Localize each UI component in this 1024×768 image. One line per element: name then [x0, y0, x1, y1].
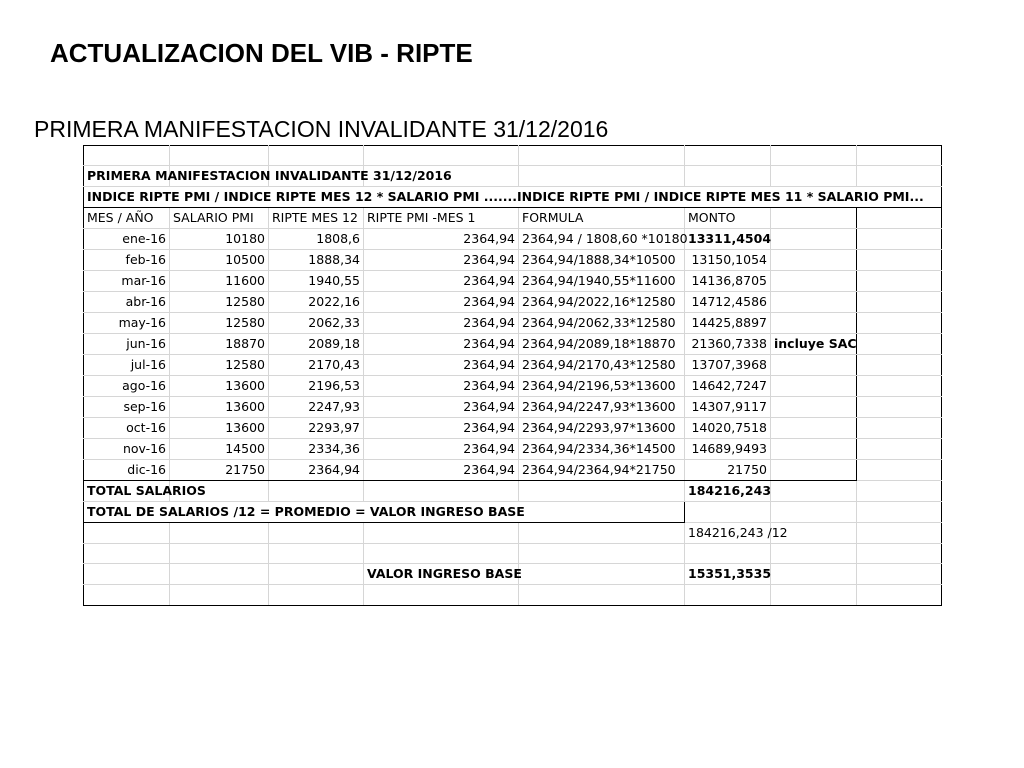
cell-formula[interactable]: 2364,94/1888,34*10500 — [519, 250, 685, 271]
cell[interactable] — [364, 146, 519, 166]
table-row — [84, 313, 942, 334]
promedio-formula[interactable]: 184216,243 /12 — [685, 523, 771, 544]
cell-ripte-mes[interactable]: 2170,43 — [269, 355, 364, 376]
cell-salario[interactable]: 11600 — [170, 271, 269, 292]
cell-formula[interactable]: 2364,94 / 1808,60 *10180 — [519, 229, 685, 250]
cell-salario[interactable]: 14500 — [170, 439, 269, 460]
cell[interactable] — [519, 564, 685, 585]
cell[interactable] — [857, 271, 942, 292]
cell[interactable] — [685, 585, 771, 605]
cell-ripte-pmi[interactable]: 2364,94 — [364, 355, 519, 376]
cell-formula[interactable]: 2364,94/2062,33*12580 — [519, 313, 685, 334]
cell[interactable] — [519, 146, 685, 166]
data-rows — [84, 229, 942, 481]
cell-ripte-mes[interactable]: 1808,6 — [269, 229, 364, 250]
cell-mes[interactable]: jul-16 — [84, 355, 170, 376]
cell[interactable] — [857, 439, 942, 460]
cell-ripte-mes[interactable]: 2062,33 — [269, 313, 364, 334]
cell-ripte-mes[interactable]: 2293,97 — [269, 418, 364, 439]
cell-ripte-pmi[interactable]: 2364,94 — [364, 271, 519, 292]
cell[interactable] — [519, 523, 685, 544]
cell-nota[interactable] — [771, 292, 857, 313]
cell[interactable] — [84, 523, 170, 544]
cell-formula[interactable]: 2364,94/2247,93*13600 — [519, 397, 685, 418]
cell-nota[interactable] — [771, 313, 857, 334]
table-title-row — [84, 166, 942, 187]
cell[interactable] — [771, 208, 857, 229]
cell-ripte-pmi[interactable]: 2364,94 — [364, 439, 519, 460]
cell[interactable] — [771, 502, 857, 523]
cell[interactable] — [269, 544, 364, 564]
cell-nota[interactable]: incluye SAC — [771, 334, 857, 355]
table-row — [84, 271, 942, 292]
cell-formula[interactable]: 2364,94/2364,94*21750 — [519, 460, 685, 481]
cell[interactable] — [84, 585, 170, 605]
spreadsheet — [83, 145, 941, 622]
cell[interactable] — [857, 502, 942, 523]
promedio-formula-row — [84, 523, 942, 544]
cell-ripte-mes[interactable]: 1888,34 — [269, 250, 364, 271]
cell-monto[interactable]: 13150,1054 — [685, 250, 771, 271]
header-mes[interactable]: MES / AÑO — [84, 208, 170, 229]
cell[interactable] — [685, 146, 771, 166]
cell-ripte-pmi[interactable]: 2364,94 — [364, 313, 519, 334]
cell-nota[interactable] — [771, 229, 857, 250]
cell[interactable] — [685, 166, 771, 187]
cell-ripte-mes[interactable]: 2364,94 — [269, 460, 364, 481]
table-row — [84, 439, 942, 460]
table-row — [84, 250, 942, 271]
cell-salario[interactable]: 13600 — [170, 397, 269, 418]
vib-table — [83, 145, 942, 606]
cell[interactable] — [771, 585, 857, 605]
cell-mes[interactable]: jun-16 — [84, 334, 170, 355]
cell-formula[interactable]: 2364,94/2196,53*13600 — [519, 376, 685, 397]
page-subtitle: PRIMERA MANIFESTACION INVALIDANTE 31/12/2016 — [34, 116, 609, 142]
blank-row — [84, 585, 942, 605]
cell-ripte-mes[interactable]: 2196,53 — [269, 376, 364, 397]
cell-monto[interactable]: 13707,3968 — [685, 355, 771, 376]
cell[interactable] — [857, 208, 942, 229]
cell-salario[interactable]: 10180 — [170, 229, 269, 250]
cell[interactable] — [519, 481, 685, 502]
cell[interactable] — [857, 250, 942, 271]
cell-nota[interactable] — [771, 355, 857, 376]
cell-ripte-mes[interactable]: 2022,16 — [269, 292, 364, 313]
cell-monto[interactable]: 14425,8897 — [685, 313, 771, 334]
cell[interactable] — [170, 146, 269, 166]
cell[interactable] — [364, 481, 519, 502]
header-monto[interactable]: MONTO — [685, 208, 771, 229]
cell-monto[interactable]: 21750 — [685, 460, 771, 481]
cell-ripte-pmi[interactable]: 2364,94 — [364, 460, 519, 481]
cell-formula[interactable]: 2364,94/2170,43*12580 — [519, 355, 685, 376]
cell-monto[interactable]: 14136,8705 — [685, 271, 771, 292]
formula-description-cell[interactable]: INDICE RIPTE PMI / INDICE RIPTE MES 12 * SALARIO PMI .......INDICE RIPTE PMI / INDICE RIPTE MES 11 * SALARIO PMI... — [84, 187, 942, 208]
cell-nota[interactable] — [771, 376, 857, 397]
cell-mes[interactable]: mar-16 — [84, 271, 170, 292]
cell[interactable] — [84, 544, 170, 564]
cell[interactable] — [269, 146, 364, 166]
cell-salario[interactable]: 12580 — [170, 313, 269, 334]
table-row — [84, 355, 942, 376]
cell[interactable] — [857, 481, 942, 502]
cell-ripte-mes[interactable]: 1940,55 — [269, 271, 364, 292]
cell-monto[interactable]: 14712,4586 — [685, 292, 771, 313]
cell-salario[interactable]: 12580 — [170, 292, 269, 313]
cell[interactable] — [771, 481, 857, 502]
cell-salario[interactable]: 12580 — [170, 355, 269, 376]
cell[interactable] — [364, 544, 519, 564]
cell-nota[interactable] — [771, 460, 857, 481]
cell[interactable] — [269, 523, 364, 544]
table-row — [84, 334, 942, 355]
cell-ripte-pmi[interactable]: 2364,94 — [364, 292, 519, 313]
cell[interactable] — [364, 523, 519, 544]
header-ripte-mes[interactable]: RIPTE MES 12 — [269, 208, 364, 229]
cell[interactable] — [170, 523, 269, 544]
cell[interactable] — [170, 564, 269, 585]
table-row — [84, 460, 942, 481]
vib-value[interactable]: 15351,3535 — [685, 564, 771, 585]
total-label[interactable]: TOTAL SALARIOS — [84, 481, 170, 502]
cell-monto[interactable]: 14689,9493 — [685, 439, 771, 460]
header-row — [84, 208, 942, 229]
cell[interactable] — [857, 146, 942, 166]
cell[interactable] — [857, 229, 942, 250]
cell-mes[interactable]: ene-16 — [84, 229, 170, 250]
cell[interactable] — [857, 523, 942, 544]
header-salario[interactable]: SALARIO PMI — [170, 208, 269, 229]
cell-mes[interactable]: nov-16 — [84, 439, 170, 460]
cell[interactable] — [857, 355, 942, 376]
cell-ripte-pmi[interactable]: 2364,94 — [364, 250, 519, 271]
cell[interactable] — [771, 146, 857, 166]
cell[interactable] — [685, 544, 771, 564]
table-row — [84, 397, 942, 418]
cell[interactable] — [857, 313, 942, 334]
total-value[interactable]: 184216,243 — [685, 481, 771, 502]
cell[interactable] — [857, 334, 942, 355]
cell-monto[interactable]: 13311,4504 — [685, 229, 771, 250]
cell-salario[interactable]: 13600 — [170, 376, 269, 397]
page-title: ACTUALIZACION DEL VIB - RIPTE — [50, 38, 473, 68]
cell-ripte-mes[interactable]: 2247,93 — [269, 397, 364, 418]
cell[interactable] — [857, 418, 942, 439]
header-formula[interactable]: FORMULA — [519, 208, 685, 229]
cell[interactable] — [269, 564, 364, 585]
cell-salario[interactable]: 13600 — [170, 418, 269, 439]
cell[interactable] — [269, 481, 364, 502]
cell-ripte-mes[interactable]: 2334,36 — [269, 439, 364, 460]
cell[interactable] — [170, 544, 269, 564]
cell[interactable] — [269, 585, 364, 605]
cell-nota[interactable] — [771, 418, 857, 439]
promedio-label[interactable]: TOTAL DE SALARIOS /12 = PROMEDIO = VALOR INGRESO BASE — [84, 502, 685, 523]
cell-monto[interactable]: 14020,7518 — [685, 418, 771, 439]
cell-monto[interactable]: 14307,9117 — [685, 397, 771, 418]
cell[interactable] — [857, 564, 942, 585]
table-row — [84, 376, 942, 397]
cell-mes[interactable]: feb-16 — [84, 250, 170, 271]
cell[interactable] — [771, 166, 857, 187]
cell[interactable] — [857, 376, 942, 397]
total-row — [84, 481, 942, 502]
cell-nota[interactable] — [771, 271, 857, 292]
cell-ripte-pmi[interactable]: 2364,94 — [364, 376, 519, 397]
cell[interactable] — [771, 564, 857, 585]
formula-description-row — [84, 187, 942, 208]
cell[interactable] — [519, 544, 685, 564]
cell[interactable] — [857, 585, 942, 605]
cell[interactable] — [857, 166, 942, 187]
cell-monto[interactable]: 21360,7338 — [685, 334, 771, 355]
blank-row — [84, 146, 942, 166]
cell-nota[interactable] — [771, 250, 857, 271]
cell-mes[interactable]: sep-16 — [84, 397, 170, 418]
cell[interactable] — [771, 544, 857, 564]
cell-mes[interactable]: may-16 — [84, 313, 170, 334]
cell[interactable] — [857, 544, 942, 564]
table-title-cell[interactable]: PRIMERA MANIFESTACION INVALIDANTE 31/12/2016 — [84, 166, 170, 187]
vib-label[interactable]: VALOR INGRESO BASE — [364, 564, 519, 585]
table-row — [84, 292, 942, 313]
promedio-row — [84, 502, 942, 523]
cell-salario[interactable]: 21750 — [170, 460, 269, 481]
cell-mes[interactable]: dic-16 — [84, 460, 170, 481]
cell-salario[interactable]: 18870 — [170, 334, 269, 355]
cell[interactable] — [685, 502, 771, 523]
cell-formula[interactable]: 2364,94/1940,55*11600 — [519, 271, 685, 292]
table-row — [84, 229, 942, 250]
cell-mes[interactable]: ago-16 — [84, 376, 170, 397]
vib-row — [84, 564, 942, 585]
cell[interactable] — [519, 166, 685, 187]
cell-monto[interactable]: 14642,7247 — [685, 376, 771, 397]
cell-ripte-mes[interactable]: 2089,18 — [269, 334, 364, 355]
cell-formula[interactable]: 2364,94/2293,97*13600 — [519, 418, 685, 439]
cell-mes[interactable]: oct-16 — [84, 418, 170, 439]
cell-ripte-pmi[interactable]: 2364,94 — [364, 334, 519, 355]
cell[interactable] — [364, 585, 519, 605]
cell-mes[interactable]: abr-16 — [84, 292, 170, 313]
cell-formula[interactable]: 2364,94/2334,36*14500 — [519, 439, 685, 460]
cell[interactable] — [857, 397, 942, 418]
cell-formula[interactable]: 2364,94/2022,16*12580 — [519, 292, 685, 313]
cell-nota[interactable] — [771, 397, 857, 418]
cell[interactable] — [84, 146, 170, 166]
cell-ripte-pmi[interactable]: 2364,94 — [364, 229, 519, 250]
header-ripte-pmi[interactable]: RIPTE PMI -MES 1 — [364, 208, 519, 229]
cell[interactable] — [170, 585, 269, 605]
cell[interactable] — [857, 292, 942, 313]
cell-ripte-pmi[interactable]: 2364,94 — [364, 397, 519, 418]
cell[interactable] — [84, 564, 170, 585]
cell-formula[interactable]: 2364,94/2089,18*18870 — [519, 334, 685, 355]
cell-salario[interactable]: 10500 — [170, 250, 269, 271]
blank-row — [84, 544, 942, 564]
cell-ripte-pmi[interactable]: 2364,94 — [364, 418, 519, 439]
table-row — [84, 418, 942, 439]
cell[interactable] — [857, 460, 942, 481]
cell-nota[interactable] — [771, 439, 857, 460]
cell[interactable] — [519, 585, 685, 605]
